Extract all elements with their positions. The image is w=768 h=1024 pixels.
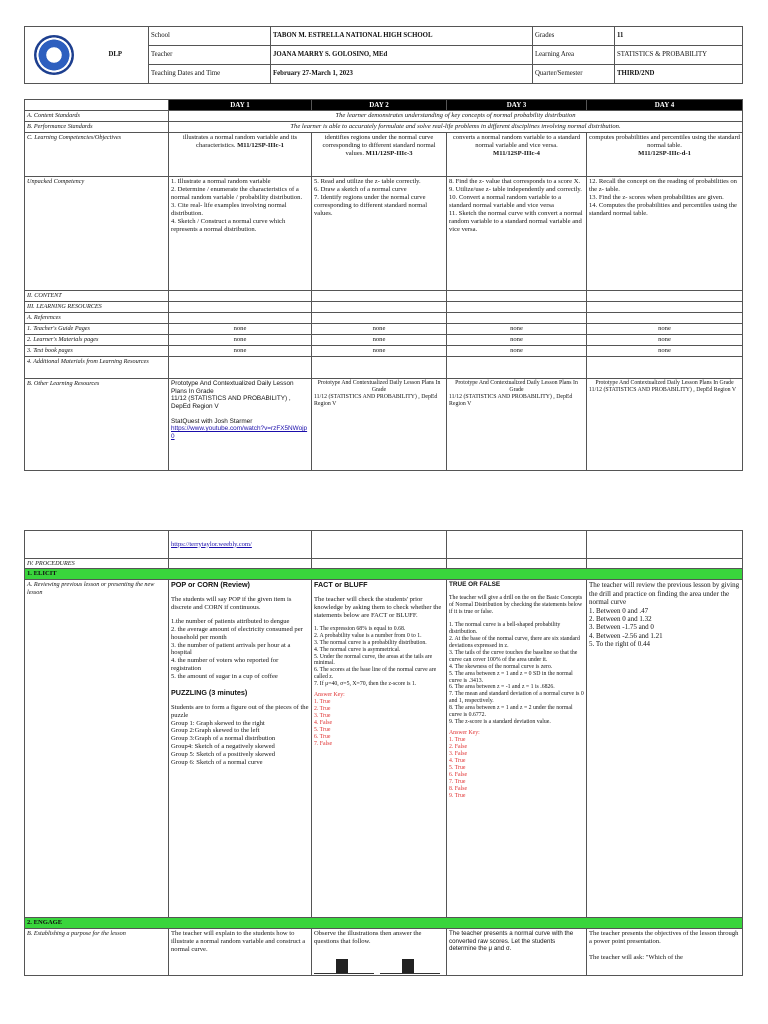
teacher-value: JOANA MARRY S. GOLOSINO, MEd (271, 46, 533, 65)
key-item: 7. False (314, 740, 333, 747)
engage-day4: The teacher presents the objectives of the lesson through a power point presentation. The teacher will ask: "Which of the (587, 929, 743, 976)
true-or-false-key (449, 737, 584, 800)
learners-materials-day1: none (169, 335, 312, 346)
learning-area-label: Learning Area (533, 46, 615, 65)
competency-day2-code: M11/12SP-IIIc-3 (365, 150, 413, 158)
textbook-day4: none (587, 346, 743, 357)
review-label: A. Reviewing previous lesson or presenting the new lesson (25, 580, 169, 918)
engage-heading: 2. ENGAGE (25, 918, 743, 929)
puzzling-text: Students are to form a figure out of the pieces of the puzzle Group 1: Graph skewed to the right Group 2:Graph skewed to the left Group 3:Graph of a normal distribution Group4: Sketch of a negatively skewed Group 5: Sketch of a positively skewed Group 6: Sketch of a normal curve (171, 703, 309, 767)
key-item: 2. False (449, 744, 468, 751)
day-header-3: DAY 3 (447, 100, 587, 111)
key-item: 2. True (314, 706, 331, 713)
other-resources-day1-text: Prototype And Contextualized Daily Lesson Plans In Grade 11/12 (STATISTICS AND PROBABILITY) , DepEd Region V (171, 379, 294, 410)
unpacked-day3: 8. Find the z- value that corresponds to a score X. 9. Utilize/use z- table independently and correctly. 10. Convert a normal random variable to a standard normal variable and vice versa 11. Sketch the normal curve with convert a normal random variable to a standard normal variable and vice versa. (447, 177, 587, 291)
competency-day3-text: converts a normal random variable to a standard normal variable and vice versa. (452, 134, 581, 150)
key-item: 5. True (449, 764, 466, 771)
references-label: A. References (25, 313, 169, 324)
purpose-label: B. Establishing a purpose for the lesson (25, 929, 169, 976)
header-table (24, 26, 743, 84)
teachers-guide-day2: none (312, 324, 447, 335)
textbook-day2: none (312, 346, 447, 357)
competency-day3-code: M11/12SP-IIIc-4 (493, 150, 540, 158)
key-item: 4. False (314, 720, 333, 727)
engage-day2-text: Observe the illustrations then answer the questions that follow. (314, 930, 422, 946)
other-resources-day1 (169, 378, 312, 470)
deped-seal-logo (34, 35, 74, 75)
fact-or-bluff-items: 1. The expression 68% is equal to 0.68. 2. A probability value is a number from 0 to 1. 3. The normal curve is a probability distribution. 4. The normal curve is asymmetrical. 5. Under the normal curve, the areas at the tails are minimal. 6. The scores at the base line of the normal curve are called z. 7. If μ=40, σ=5, X=70, then the z-score is 1. (314, 625, 437, 688)
dates-label: Teaching Dates and Time (149, 65, 271, 84)
fact-or-bluff-intro: The teacher will check the students' prior knowledge by asking them to check whether the statements below are FACT or BLUFF. (314, 595, 442, 619)
key-item: 3. False (449, 751, 468, 758)
day-header-2: DAY 2 (312, 100, 447, 111)
other-resources-day4-text: Prototype And Contextualized Daily Lesson Plans In Grade (595, 379, 734, 386)
engage-day1: The teacher will explain to the students how to illustrate a normal random variable and construct a normal curve. (169, 929, 312, 976)
textbook-label: 3. Text book pages (25, 346, 169, 357)
youtube-link[interactable]: https://www.youtube.com/watch?v=rzFX5NWojp0 (171, 425, 308, 441)
competency-day4 (587, 133, 743, 177)
other-resources-day2-text2: 11/12 (STATISTICS AND PROBABILITY) , DepEd Region V (314, 393, 438, 407)
competency-day1 (169, 133, 312, 177)
textbook-day3: none (447, 346, 587, 357)
dates-value: February 27-March 1, 2023 (271, 65, 533, 84)
other-resources-day4-text2: 11/12 (STATISTICS AND PROBABILITY) , DepEd Region V (589, 386, 737, 393)
unpacked-day1: 1. Illustrate a normal random variable 2. Determine / enumerate the characteristics of a normal random variable / probability distribution. 3. Cite real- life examples involving normal distribution. 4. Sketch / Construct a normal curve which represents a normal distribution. (169, 177, 312, 291)
teacher-label: Teacher (149, 46, 271, 65)
procedures-label: IV. PROCEDURES (25, 559, 169, 569)
engage-day3: The teacher presents a normal curve with the converted raw scores. Let the students determine the μ and σ. (447, 929, 587, 976)
deped-seal-cell (25, 27, 83, 84)
learners-materials-day4: none (587, 335, 743, 346)
lesson-plan-table-page1 (24, 99, 743, 471)
school-label: School (149, 27, 271, 46)
performance-standards-label: B. Performance Standards (25, 122, 169, 133)
textbook-day1: none (169, 346, 312, 357)
content-standards-label: A. Content Standards (25, 111, 169, 122)
true-or-false-items: 1. The normal curve is a bell-shaped probability distribution. 2. At the base of the normal curve, there are six standard deviations expressed in z. 3. The tails of the curve touches the baseline so that the curve can cover 100% of the area under it. 4. The skewness of the normal curve is zero. 5. The area between z = 1 and z = 0 SD in the normal curve is .3413. 6. The area between z = -1 and z = 1 is .6826. 7. The mean and standard deviation of a normal curve is 0 and 1, respectively. 8. The area between z = 1 and z = 2 under the normal curve is 0.6772. 9. The z-score is a standard deviation value. (449, 621, 584, 726)
additional-materials-label: 4. Additional Materials from Learning Resources (25, 356, 169, 378)
learners-materials-day2: none (312, 335, 447, 346)
learners-materials-label: 2. Learner's Materials pages (25, 335, 169, 346)
teachers-guide-label: 1. Teacher's Guide Pages (25, 324, 169, 335)
dlp-label: DLP (83, 27, 149, 84)
unpacked-day2: 5. Read and utilize the z- table correctly. 6. Draw a sketch of a normal curve 7. Identify regions under the normal curve corresponding to different standard normal values. (312, 177, 447, 291)
other-resources-day2-text: Prototype And Contextualized Daily Lesson Plans In Grade (317, 379, 441, 393)
true-or-false-title: TRUE OR FALSE (449, 581, 501, 589)
pop-or-corn-items: 1.the number of patients attributed to dengue 2. the average amount of electricity consumed per household per month 3. the number of patient arrivals per hour at a hospital 4. the number of voters who reported for registration 5. the amount of sugar in a cup of coffee (171, 617, 303, 681)
learning-resources-label: III. LEARNING RESOURCES (25, 302, 169, 313)
other-resources-day2 (312, 378, 447, 470)
competency-day1-text: illustrates a normal random variable and its characteristics. (182, 134, 298, 150)
weebly-link[interactable]: https://terrytaylor.weebly.com/ (171, 540, 252, 548)
competency-day1-code: M11/12SP-IIIc-1 (237, 142, 284, 150)
competency-day2 (312, 133, 447, 177)
teachers-guide-day4: none (587, 324, 743, 335)
elicit-day3 (447, 580, 587, 918)
figure-a-image (314, 948, 374, 974)
quarter-value: THIRD/2ND (615, 65, 743, 84)
grades-label: Grades (533, 27, 615, 46)
other-resources-day3 (447, 378, 587, 470)
competencies-label: C. Learning Competencies/Objectives (25, 133, 169, 177)
key-item: 4. True (449, 758, 466, 764)
competency-day4-code: M11/12SP-IIIc-d-1 (638, 150, 691, 158)
fact-or-bluff-key-title: Answer Key: (314, 692, 345, 699)
elicit-day1 (169, 580, 312, 918)
performance-standards-text: The learner is able to accurately formulate and solve real-life problems in different disciplines involving normal distribution. (169, 122, 743, 133)
quarter-label: Quarter/Semester (533, 65, 615, 84)
true-or-false-key-title: Answer Key: (449, 730, 480, 737)
other-resources-day3-text2: 11/12 (STATISTICS AND PROBABILITY) , DepEd Region V (449, 393, 573, 407)
weebly-link-cell (169, 531, 312, 559)
key-item: 6. True (314, 734, 331, 740)
school-value: TABON M. ESTRELLA NATIONAL HIGH SCHOOL (271, 27, 533, 46)
key-item: 1. True (449, 737, 466, 744)
content-standards-text: The learner demonstrates understanding of key concepts of normal probability distribution (169, 111, 743, 122)
other-resources-label: B. Other Learning Resources (25, 378, 169, 470)
pop-or-corn-intro: The students will say POP if the given item is discrete and CORN if continuous. (171, 595, 292, 611)
elicit-heading: 1. ELICIT (25, 569, 743, 580)
day-header-1: DAY 1 (169, 100, 312, 111)
puzzling-title: PUZZLING (3 minutes) (171, 688, 248, 698)
teachers-guide-day1: none (169, 324, 312, 335)
key-item: 5. True (314, 727, 331, 734)
other-resources-day1-extra: StatQuest with Josh Starmer (171, 417, 253, 425)
competency-day4-text: computes probabilities and percentiles using the standard normal table. (589, 134, 740, 150)
key-item: 9. True (449, 792, 466, 799)
elicit-day4: The teacher will review the previous lesson by giving the drill and practice on finding the area under the normal curve 1. Between 0 and .47 2. Between 0 and 1.32 3. Between -1.75 and 0 4. Between -2.56 and 1.21 5. To the right of 0.44 (587, 580, 743, 918)
learners-materials-day3: none (447, 335, 587, 346)
day-header-4: DAY 4 (587, 100, 743, 111)
engage-day2 (312, 929, 447, 976)
learning-area-value: STATISTICS & PROBABILITY (615, 46, 743, 65)
key-item: 3. True (314, 713, 331, 720)
illustration-figures (314, 948, 444, 974)
other-resources-day3-text: Prototype And Contextualized Daily Lesson Plans In Grade (455, 379, 578, 393)
unpacked-label: Unpacked Competency (25, 177, 169, 291)
other-resources-day4 (587, 378, 743, 470)
unpacked-day4: 12. Recall the concept on the reading of probabilities on the z- table. 13. Find the z- scores when probabilities are given. 14. Computes the probabilities and percentiles using the standard normal table. (587, 177, 743, 291)
true-or-false-intro: The teacher will give a drill on the on the Basic Concepts of Normal Distribution by checking the statements below if it is true or false. (449, 595, 583, 615)
teachers-guide-day3: none (447, 324, 587, 335)
grades-value: 11 (615, 27, 743, 46)
figure-b-image (380, 948, 440, 974)
pop-or-corn-title: POP or CORN (Review) (171, 580, 250, 590)
elicit-day2 (312, 580, 447, 918)
fact-or-bluff-key (314, 699, 444, 748)
fact-or-bluff-title: FACT or BLUFF (314, 580, 368, 590)
key-item: 1. True (314, 699, 331, 706)
competency-day2-text: identifies regions under the normal curve corresponding to different standard normal values. (322, 134, 436, 158)
content-label: II. CONTENT (25, 291, 169, 302)
key-item: 7. True (449, 778, 466, 785)
lesson-plan-table-page2 (24, 530, 743, 976)
key-item: 8. False (449, 785, 468, 792)
competency-day3 (447, 133, 587, 177)
key-item: 6. False (449, 771, 468, 778)
